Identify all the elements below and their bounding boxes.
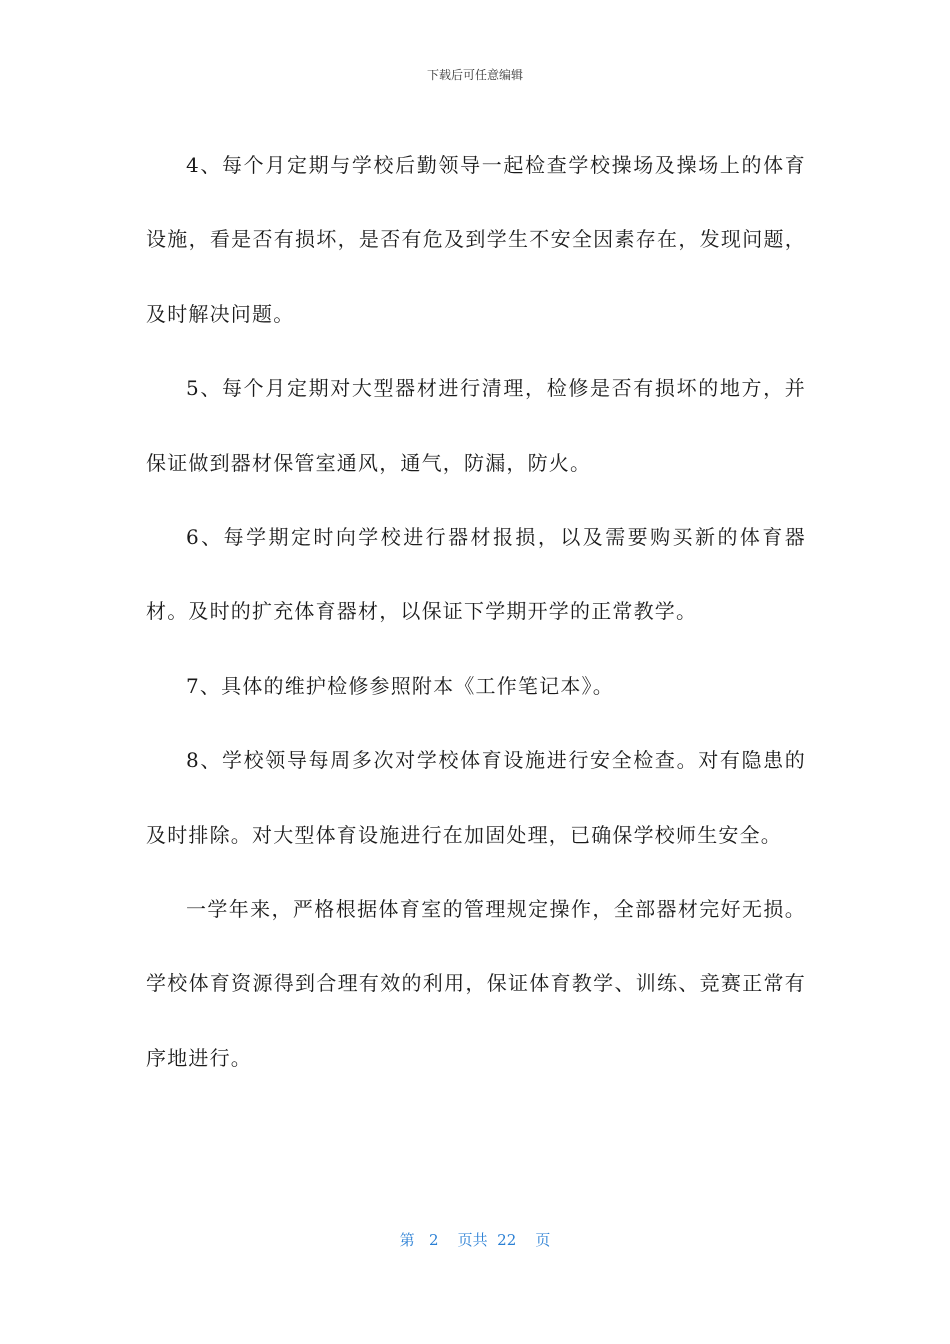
paragraph-summary: 一学年来，严格根据体育室的管理规定操作，全部器材完好无损。学校体育资源得到合理有效的利用，保证体育教学、训练、竞赛正常有序地进行。 — [146, 897, 806, 1070]
page-header: 下载后可任意编辑 — [426, 68, 523, 82]
paragraph-item-6: 6、每学期定时向学校进行器材报损，以及需要购买新的体育器材。及时的扩充体育器材，以保证下学期开学的正常教学。 — [146, 525, 806, 624]
footer-total-pages: 22 — [497, 1231, 517, 1249]
page-footer — [0, 1229, 950, 1250]
paragraph-item-4: 4、每个月定期与学校后勤领导一起检查学校操场及操场上的体育设施，看是否有损坏，是否有危及到学生不安全因素存在，发现问题，及时解决问题。 — [146, 153, 806, 326]
document-body — [146, 128, 806, 1095]
footer-suffix: 页 — [535, 1231, 551, 1249]
paragraph-item-5: 5、每个月定期对大型器材进行清理，检修是否有损坏的地方，并保证做到器材保管室通风，通气，防漏，防火。 — [146, 376, 806, 475]
footer-middle: 页共 — [457, 1231, 488, 1249]
paragraph-item-7: 7、具体的维护检修参照附本《工作笔记本》。 — [186, 673, 614, 698]
paragraph-item-8: 8、学校领导每周多次对学校体育设施进行安全检查。对有隐患的及时排除。对大型体育设施进行在加固处理，已确保学校师生安全。 — [146, 748, 806, 847]
footer-prefix: 第 — [399, 1231, 415, 1249]
footer-page-number: 2 — [428, 1231, 439, 1249]
